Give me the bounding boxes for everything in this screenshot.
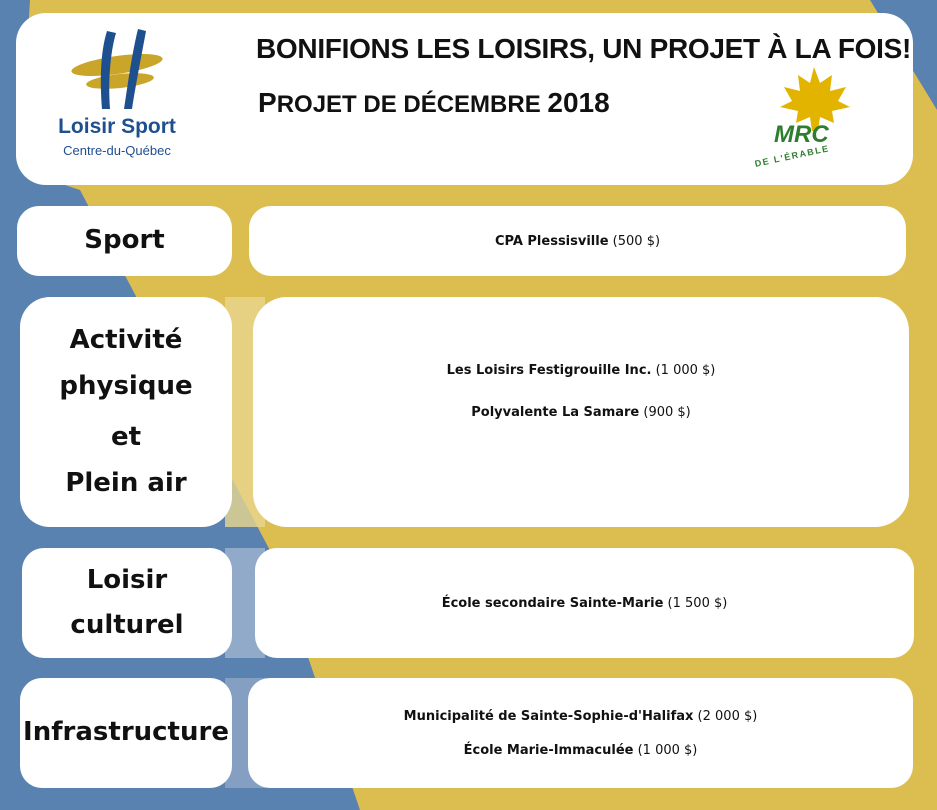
page-subtitle: [258, 87, 610, 119]
category-sport: [17, 206, 232, 276]
project-name: Les Loisirs Festigrouille Inc.: [446, 363, 652, 378]
category-infrastructure: [20, 678, 232, 788]
project-name: École secondaire Sainte-Marie: [441, 595, 664, 611]
category-label-line: et: [110, 422, 142, 452]
category-infrastructure-projects: [248, 678, 913, 788]
project-entry: [495, 234, 660, 249]
loisir-sport-logo: [52, 23, 182, 163]
category-label-line: Loisir: [86, 564, 168, 595]
loisir-sport-logo-name: Loisir Sport: [58, 115, 176, 138]
category-activite-physique-projects: [253, 297, 909, 527]
loisir-sport-logo-region: Centre-du-Québec: [63, 143, 171, 158]
loisir-sport-emblem-icon: [52, 23, 182, 115]
header-card: [16, 13, 913, 185]
category-sport-projects: [249, 206, 906, 276]
category-label-line: culturel: [70, 610, 184, 640]
project-amount: (1 000 $): [637, 742, 698, 758]
project-name: Municipalité de Sainte-Sophie-d'Halifax: [403, 708, 694, 724]
category-label-line: Plein air: [65, 467, 187, 498]
category-loisir-culturel: [22, 548, 232, 658]
mrc-erable-logo: [734, 65, 864, 175]
subtitle-small: ROJET DE DÉCEMBRE: [276, 91, 541, 118]
project-entry: [471, 405, 691, 420]
project-name: École Marie-Immaculée: [463, 742, 634, 758]
subtitle-initial: P: [258, 87, 277, 118]
mrc-logo-sub: DE L'ÉRABLE: [753, 143, 831, 169]
project-entry: [442, 596, 728, 611]
project-amount: (500 $): [612, 233, 661, 249]
category-label-line: Activité: [69, 325, 183, 355]
project-entry: [404, 709, 758, 724]
category-activite-physique: [20, 297, 232, 527]
category-label-line: physique: [59, 370, 193, 401]
project-amount: (900 $): [643, 405, 691, 420]
mrc-logo-name: MRC: [774, 121, 829, 148]
project-amount: (1 500 $): [667, 595, 728, 611]
page-title: BONIFIONS LES LOISIRS, UN PROJET À LA FOIS!: [256, 33, 911, 64]
category-label-line: Infrastructure: [23, 717, 229, 748]
project-entry: [464, 743, 698, 758]
project-amount: (1 000 $): [655, 363, 716, 378]
project-amount: (2 000 $): [697, 708, 758, 724]
category-loisir-culturel-projects: [255, 548, 914, 658]
subtitle-year: 2018: [547, 87, 610, 118]
category-label-line: Sport: [84, 225, 165, 256]
project-entry: [447, 363, 716, 378]
project-name: Polyvalente La Samare: [471, 405, 640, 420]
project-name: CPA Plessisville: [494, 233, 609, 249]
